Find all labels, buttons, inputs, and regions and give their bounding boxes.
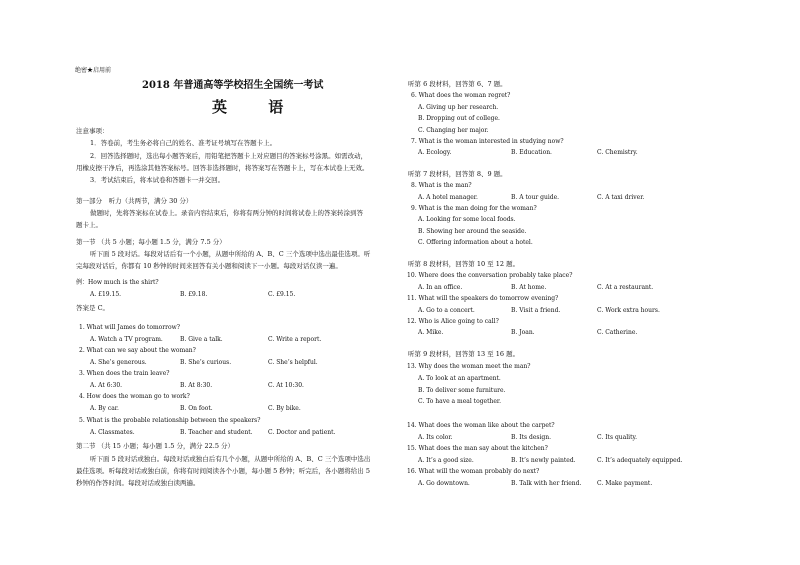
- option: C. Its quality.: [597, 434, 637, 441]
- option: B. At 8:30.: [180, 382, 213, 389]
- question: 4. How does the woman go to work?: [79, 393, 190, 400]
- question: 9. What is the man doing for the woman?: [411, 205, 537, 212]
- option: B. Teacher and student.: [180, 429, 253, 436]
- notes-title: 注意事项：: [76, 127, 109, 135]
- option: B. Its design.: [511, 434, 551, 441]
- option: A. By car.: [90, 405, 119, 412]
- option: A. To look at an apartment.: [418, 375, 501, 382]
- question: 8. What is the man?: [411, 182, 472, 189]
- notes-item: 用橡皮擦干净后，再选涂其他答案标号。回答非选择题时，将答案写在答题卡上，写在本试卷上无效。: [76, 164, 369, 172]
- example-option: A. £19.15.: [90, 291, 122, 298]
- option: C. It’s adequately equipped.: [597, 457, 683, 464]
- option: B. Talk with her friend.: [511, 480, 582, 487]
- option: A. At 6:30.: [90, 382, 123, 389]
- section2-intro: 最佳选项。听每段对话或独白前，你将有时间阅读各个小题，每小题 5 秒钟；听完后，各小题将给出 5: [76, 467, 370, 475]
- group-title: 听第 6 段材料，回答第 6、7 题。: [408, 80, 507, 88]
- option: C. At 10:30.: [268, 382, 304, 389]
- option: A. Go to a concert.: [418, 307, 475, 314]
- section1-intro: 听下面 5 段对话。每段对话后有一个小题，从题中所给的 A、B、C 三个选项中选出最佳选项。听: [90, 250, 371, 258]
- notes-item: 3．考试结束后，将本试卷和答题卡一并交回。: [90, 176, 225, 184]
- question: 2. What can we say about the woman?: [79, 347, 196, 354]
- option: C. A taxi driver.: [597, 194, 645, 201]
- option: A. In an office.: [418, 284, 463, 291]
- option: A. It’s a good size.: [418, 457, 474, 464]
- option: A. Watch a TV program.: [90, 336, 163, 343]
- question: 14. What does the woman like about the carpet?: [407, 422, 555, 429]
- option: B. On foot.: [180, 405, 213, 412]
- option: B. Dropping out of college.: [418, 115, 500, 122]
- question: 16. What will the woman probably do next?: [407, 468, 540, 475]
- example-answer: 答案是 C。: [76, 304, 110, 312]
- option: A. Looking for some local foods.: [418, 216, 516, 223]
- option: B. It’s newly painted.: [511, 457, 576, 464]
- question: 15. What does the man say about the kitchen?: [407, 445, 548, 452]
- question: 5. What is the probable relationship between the speakers?: [79, 417, 261, 424]
- question: 12. Who is Alice going to call?: [407, 318, 499, 325]
- section1-title: 第一节 （共 5 小题；每小题 1.5 分，满分 7.5 分）: [76, 238, 226, 246]
- option: B. She’s curious.: [180, 359, 232, 366]
- option: A. Classmates.: [90, 429, 135, 436]
- option: C. By bike.: [268, 405, 301, 412]
- option: A. Giving up her research.: [418, 104, 499, 111]
- question: 1. What will James do tomorrow?: [79, 324, 180, 331]
- option: C. Chemistry.: [597, 149, 638, 156]
- option: C. She’s helpful.: [268, 359, 318, 366]
- option: A. Ecology.: [418, 149, 452, 156]
- notes-item: 1．答卷前，考生务必将自己的姓名、准考证号填写在答题卡上。: [90, 139, 277, 147]
- question: 11. What will the speakers do tomorrow evening?: [407, 295, 559, 302]
- option: C. To have a meal together.: [418, 398, 502, 405]
- option: C. Write a report.: [268, 336, 322, 343]
- notes-item: 2．回答选择题时，选出每小题答案后，用铅笔把答题卡上对应题目的答案标号涂黑。如需改动，: [90, 152, 368, 160]
- part1-intro: 题卡上。: [76, 221, 102, 229]
- example-question: 例：How much is the shirt?: [76, 279, 159, 286]
- part1-intro: 做题时，先将答案标在试卷上。录音内容结束后，你将有两分钟的时间将试卷上的答案转涂到答: [90, 209, 363, 217]
- option: C. Make payment.: [597, 480, 653, 487]
- option: B. Education.: [511, 149, 552, 156]
- option: B. A tour guide.: [511, 194, 560, 201]
- question: 10. Where does the conversation probably take place?: [407, 272, 573, 279]
- option: C. Catherine.: [597, 329, 638, 336]
- option: C. At a restaurant.: [597, 284, 654, 291]
- option: C. Offering information about a hotel.: [418, 239, 533, 246]
- group-title: 听第 7 段材料，回答第 8、9 题。: [408, 170, 507, 178]
- option: B. At home.: [511, 284, 547, 291]
- question: 3. When does the train leave?: [79, 370, 170, 377]
- subject-title: 英 语: [212, 98, 302, 116]
- option: B. Joan.: [511, 329, 535, 336]
- section2-title: 第二节 （共 15 小题；每小题 1.5 分，满分 22.5 分）: [76, 442, 235, 450]
- question: 6. What does the woman regret?: [411, 92, 511, 99]
- option: A. A hotel manager.: [418, 194, 478, 201]
- option: B. To deliver some furniture.: [418, 387, 506, 394]
- exam-title: 2018 年普通高等学校招生全国统一考试: [142, 80, 324, 91]
- group-title: 听第 9 段材料，回答第 13 至 16 题。: [408, 350, 520, 358]
- section1-intro: 完每段对话后，你都有 10 秒钟的时间来回答有关小题和阅读下一小题。每段对话仅读一遍。: [76, 262, 342, 270]
- option: A. She’s generous.: [90, 359, 147, 366]
- secret-mark: 绝密★启用前: [75, 67, 112, 74]
- section2-intro: 听下面 5 段对话或独白。每段对话或独白后有几个小题，从题中所给的 A、B、C 三个选项中选出: [90, 455, 371, 463]
- option: B. Visit a friend.: [511, 307, 561, 314]
- group-title: 听第 8 段材料，回答第 10 至 12 题。: [408, 260, 520, 268]
- option: C. Doctor and patient.: [268, 429, 336, 436]
- question: 7. What is the woman interested in studying now?: [411, 138, 564, 145]
- part1-title: 第一部分 听力（共两节，满分 30 分）: [76, 197, 193, 205]
- option: A. Go downtown.: [418, 480, 470, 487]
- example-option: B. £9.18.: [180, 291, 208, 298]
- option: B. Give a talk.: [180, 336, 223, 343]
- example-option: C. £9.15.: [268, 291, 296, 298]
- section2-intro: 秒钟的作答时间。每段对话或独白读两遍。: [76, 479, 200, 487]
- option: A. Its color.: [418, 434, 453, 441]
- option: B. Showing her around the seaside.: [418, 228, 527, 235]
- option: C. Work extra hours.: [597, 307, 660, 314]
- question: 13. Why does the woman meet the man?: [407, 363, 531, 370]
- option: A. Mike.: [418, 329, 444, 336]
- option: C. Changing her major.: [418, 127, 489, 134]
